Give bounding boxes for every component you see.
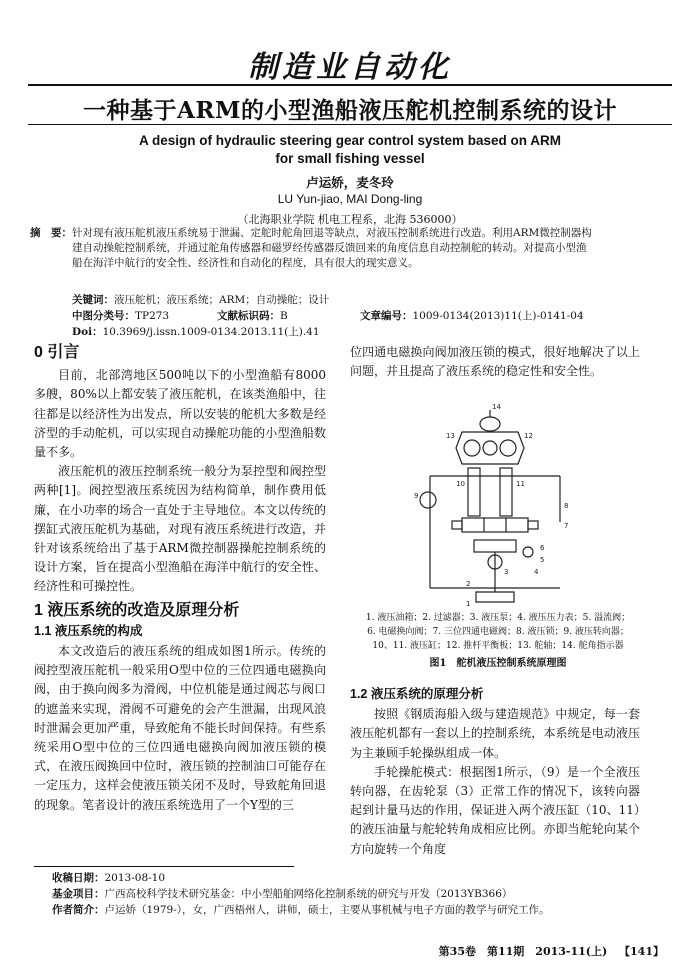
right-paragraph-continued: 位四通电磁换向阀加液压锁的模式，很好地解决了以上问题，并且提高了液压系统的稳定性和安全性。 xyxy=(350,345,640,379)
fig-label-1: 1 xyxy=(466,600,471,608)
solenoid-valve-shape xyxy=(462,518,528,532)
keywords xyxy=(72,293,642,308)
section-1-1-title: 1.1 液压系统的构成 xyxy=(34,623,143,638)
fig-label-4: 4 xyxy=(534,568,539,576)
doc-code-label: 文献标识码： xyxy=(217,310,280,322)
section-intro-title: 0 引言 xyxy=(34,344,80,361)
section-1-2-paragraph-1: 按照《钢质海船入级与建造规范》中规定，每一套液压舵机都有一套以上的控制系统，本系统是电动液压为主兼顾手轮操纵组成一体。 xyxy=(350,707,640,760)
doi-label: Doi： xyxy=(72,326,103,338)
fig-label-9: 9 xyxy=(414,492,419,500)
figure-legend xyxy=(350,611,646,671)
abstract xyxy=(30,226,592,271)
abstract-text: 针对现有液压舵机液压系统易于泄漏、定舵时舵角回退等缺点，对液压控制系统进行改造。利用ARM微控制器构建自动操舵控制系统，并通过舵角传感器和磁罗经传感器反馈回来的角度信息自动控制舵的转动。对提高小型渔船在海洋中航行的安全性、经济性和自动化的程度，具有很大的现实意义。 xyxy=(72,227,592,269)
oil-tank-shape xyxy=(476,592,514,602)
classification-row xyxy=(72,309,642,324)
figure-caption: 图1 舵机液压控制系统原理图 xyxy=(429,658,567,669)
header-rule xyxy=(28,84,672,86)
fig-label-2: 2 xyxy=(466,580,471,588)
authors-cn: 卢运娇，麦冬玲 xyxy=(306,175,394,190)
doi-value: 10.3969/j.issn.1009-0134.2013.11(上).41 xyxy=(102,326,320,338)
steering-unit-shape xyxy=(420,492,436,508)
affiliation: （北海职业学院 机电工程系，北海 536000） xyxy=(237,213,463,226)
left-column xyxy=(34,343,326,815)
doi-row xyxy=(72,325,642,340)
tiller-plate-shape xyxy=(456,432,524,464)
fig-label-7: 7 xyxy=(564,522,569,530)
cylinder-11-shape xyxy=(500,468,512,516)
hydraulic-schematic-figure xyxy=(400,402,580,610)
fig-label-11: 11 xyxy=(516,480,525,488)
section-1-title: 1 液压系统的改造及原理分析 xyxy=(34,601,240,619)
figure-legend-line3: 10、11. 液压缸；12. 推杆平衡板；13. 舵轴；14. 舵角指示器 xyxy=(372,641,624,651)
reversing-valve-shape xyxy=(474,540,516,552)
figure-legend-line2: 6. 电磁换向阀；7. 三位四通电磁阀；8. 液压锁；9. 液压转向器； xyxy=(367,627,629,637)
title-en-line1: A design of hydraulic steering gear control system based on ARM xyxy=(138,133,562,148)
received-date: 收稿日期：2013-08-10 xyxy=(52,872,166,884)
author-bio: 作者简介：卢运娇（1979-），女，广西梧州人，讲师，硕士，主要从事机械与电子方面的教学与研究工作。 xyxy=(52,904,550,916)
fig-label-3: 3 xyxy=(504,568,509,576)
article-id-value: 1009-0134(2013)11(上)-0141-04 xyxy=(412,310,584,322)
right-column-bottom xyxy=(350,685,640,859)
fig-label-14: 14 xyxy=(492,403,501,411)
rudder-indicator-shape xyxy=(480,417,500,431)
abstract-label: 摘 要： xyxy=(30,227,72,239)
fig-label-10: 10 xyxy=(456,480,465,488)
title-rule xyxy=(28,124,672,125)
section-1-2-paragraph-2: 手轮操舵模式：根据图1所示，（9）是一个全液压转向器，在齿轮泵（3）正常工作的情况下，该转向器起到计量马达的作用，保证进入两个液压缸（10、11）的液压油量与舵轮转角成相应比例。亦即当舵轮向某个方向旋转一个角度 xyxy=(350,764,640,856)
section-1-2-title: 1.2 液压系统的原理分析 xyxy=(350,687,484,701)
footnote-rule xyxy=(34,866,294,867)
page-footer xyxy=(439,943,664,959)
paper-title-en xyxy=(0,132,700,168)
paper-title-cn: 一种基于ARM的小型渔船液压舵机控制系统的设计 xyxy=(83,97,617,124)
cylinder-10-shape xyxy=(468,468,480,516)
figure-legend-line1: 1. 液压油箱；2. 过滤器；3. 液压泵；4. 液压压力表；5. 溢流阀； xyxy=(365,613,631,623)
clc-label: 中图分类号： xyxy=(72,310,135,322)
clc-value: TP273 xyxy=(135,310,170,322)
fig-label-5: 5 xyxy=(540,556,545,564)
intro-paragraph-1: 目前，北部湾地区500吨以下的小型渔船有8000多艘，80%以上都安装了液压舵机，在该类渔船中，往往都是以经济性为出发点，所以安装的舵机大多数是经济型的手动舵机，可以实现自动操舵功能的小型渔船数量不多。 xyxy=(34,368,326,460)
fig-label-8: 8 xyxy=(564,502,569,510)
fig-label-6: 6 xyxy=(540,544,545,552)
article-id-label: 文章编号： xyxy=(360,310,413,322)
keywords-text: 液压舵机；液压系统；ARM；自动操舵；设计 xyxy=(114,294,330,306)
right-column-top xyxy=(350,343,640,381)
intro-paragraph-2: 液压舵机的液压控制系统一般分为泵控型和阀控型两种[1]。阀控型液压系统因为结构简单，制作费用低廉，在小功率的场合一直处于主导地位。本文以传统的摆缸式液压舵机为基础，对现有液压系统进行改造，并针对该系统给出了基于ARM微控制器操舵控制系统的设计方案，旨在提高小型渔船在海洋中航行的安全性、经济性和可操控性。 xyxy=(34,464,326,594)
journal-logo: 制造业自动化 xyxy=(248,50,452,85)
section-1-1-paragraph: 本文改造后的液压系统的组成如图1所示。传统的阀控型液压舵机一般采用O型中位的三位四通电磁换向阀，由于换向阀多为滑阀，中位机能是通过阀芯与阀口的遮盖来实现，滑阀不可避免的会产生泄漏，出现风浪时泄漏会更加严重，导致舵角不能长时间保持。有些系统采用O型中位的三位四通电磁换向阀加液压锁的模式，在液压阀换回中位时，液压锁的控制油口可能存在一定压力，这样会使液压锁关闭不及时，导致舵角回退的现象。笔者设计的液压系统选用了一个Y型的三 xyxy=(34,644,326,812)
issue-info: 第35卷 第11期 2013-11(上) xyxy=(438,945,608,958)
keywords-label: 关键词： xyxy=(72,294,114,306)
footnotes xyxy=(52,870,652,918)
authors-en: LU Yun-jiao, MAI Dong-ling xyxy=(277,192,423,206)
title-en-line2: for small fishing vessel xyxy=(275,151,425,166)
fig-label-13: 13 xyxy=(446,432,455,440)
fig-label-12: 12 xyxy=(524,432,533,440)
fund-info: 基金项目：广西高校科学技术研究基金：中小型船舶网络化控制系统的研究与开发（2013YB366） xyxy=(52,888,513,900)
page-number: 【141】 xyxy=(619,945,664,958)
doc-code-value: B xyxy=(280,310,288,322)
pressure-gauge-shape xyxy=(523,547,533,557)
